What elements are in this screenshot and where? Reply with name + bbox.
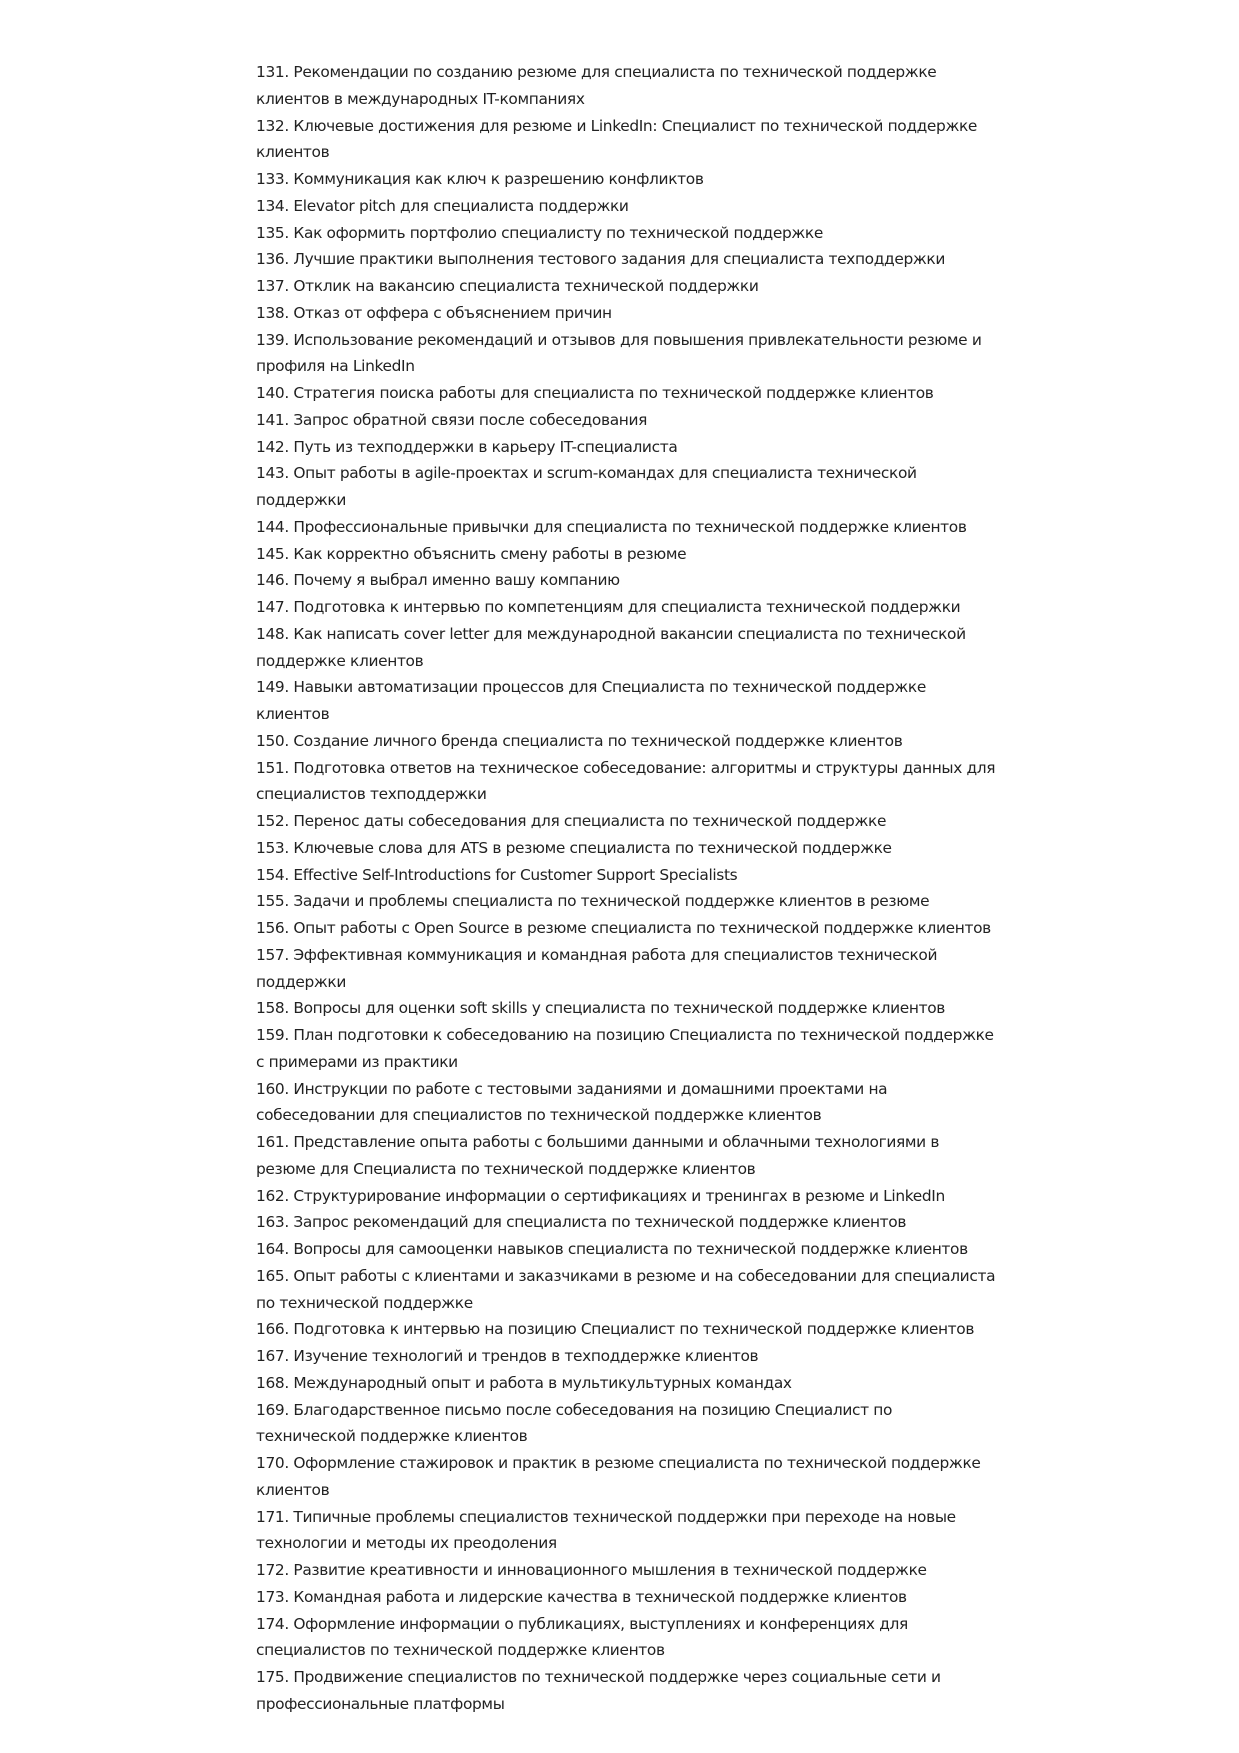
list-item: 152. Перенос даты собеседования для специалиста по технической поддержке [256,812,887,830]
list-item: 175. Продвижение специалистов по технической поддержке через социальные сети и профессиональные платформы [256,1668,941,1713]
list-item: 133. Коммуникация как ключ к разрешению конфликтов [256,170,704,188]
list-item: 131. Рекомендации по созданию резюме для специалиста по технической поддержке клиентов в международных IT-компаниях [256,63,937,108]
list-item: 146. Почему я выбрал именно вашу компанию [256,571,620,590]
list-item: 147. Подготовка к интервью по компетенциям для специалиста технической поддержки [256,598,961,616]
list-item: 151. Подготовка ответов на техническое собеседование: алгоритмы и структуры данных для специалистов техподдержки [256,758,996,804]
list-item: 150. Создание личного бренда специалиста по технической поддержке клиентов [256,731,903,750]
list-item: 160. Инструкции по работе с тестовыми заданиями и домашними проектами на собеседовании для специалистов по технической поддержке клиентов [256,1079,888,1125]
list-item: 174. Оформление информации о публикациях, выступлениях и конференциях для специалистов по технической поддержке клиентов [256,1614,908,1660]
list-item: 170. Оформление стажировок и практик в резюме специалиста по технической поддержке клиентов [256,1454,981,1499]
list-item: 172. Развитие креативности и инновационного мышления в технической поддержке [256,1561,927,1579]
list-item: 153. Ключевые слова для ATS в резюме специалиста по технической поддержке [256,838,892,857]
list-item: 158. Вопросы для оценки soft skills у специалиста по технической поддержке клиентов [256,999,946,1018]
list-item: 168. Международный опыт и работа в мультикультурных командах [256,1373,792,1392]
list-item: 140. Стратегия поиска работы для специалиста по технической поддержке клиентов [256,384,934,402]
list-item: 166. Подготовка к интервью на позицию Специалист по технической поддержке клиентов [256,1320,975,1339]
list-item: 165. Опыт работы с клиентами и заказчиками в резюме и на собеседовании для специалиста по технической поддержке [256,1266,996,1312]
list-item: 173. Командная работа и лидерские качества в технической поддержке клиентов [256,1587,907,1606]
list-item: 138. Отказ от оффера с объяснением причин [256,303,612,322]
list-item: 141. Запрос обратной связи после собеседования [256,410,648,429]
list-item: 149. Навыки автоматизации процессов для Специалиста по технической поддержке клиентов [256,678,926,723]
list-item: 134. Elevator pitch для специалиста поддержки [256,196,629,215]
list-item: 164. Вопросы для самооценки навыков специалиста по технической поддержке клиентов [256,1240,968,1258]
list-item: 163. Запрос рекомендаций для специалиста по технической поддержке клиентов [256,1213,907,1232]
list-item: 148. Как написать cover letter для международной вакансии специалиста по технической поддержке клиентов [256,624,966,670]
list-item: 161. Представление опыта работы с большими данными и облачными технологиями в резюме для Специалиста по технической поддержке клиентов [256,1133,940,1178]
list-item: 169. Благодарственное письмо после собеседования на позицию Специалист по технической поддержке клиентов [256,1400,893,1446]
list-item: 167. Изучение технологий и трендов в техподдержке клиентов [256,1347,759,1365]
list-item: 154. Effective Self-Introductions for Customer Support Specialists [256,865,738,884]
list-item: 135. Как оформить портфолио специалисту по технической поддержке [256,223,823,242]
list-item: 145. Как корректно объяснить смену работы в резюме [256,544,687,563]
list-item: 143. Опыт работы в agile-проектах и scrum-командах для специалиста технической поддержки [256,464,917,509]
list-item: 171. Типичные проблемы специалистов технической поддержки при переходе на новые технологии и методы их преодоления [256,1507,956,1553]
list-item: 136. Лучшие практики выполнения тестового задания для специалиста техподдержки [256,250,945,269]
list-item: 132. Ключевые достижения для резюме и LinkedIn: Специалист по технической поддержке клиентов [256,116,978,162]
list-item: 162. Структурирование информации о сертификациях и тренингах в резюме и LinkedIn [256,1186,945,1205]
document-page [256,59,996,1718]
list-item: 137. Отклик на вакансию специалиста технической поддержки [256,277,759,295]
list-item: 159. План подготовки к собеседованию на позицию Специалиста по технической поддержке с примерами из практики [256,1026,994,1071]
list-item: 139. Использование рекомендаций и отзывов для повышения привлекательности резюме и профиля на LinkedIn [256,330,982,376]
list-item: 156. Опыт работы с Open Source в резюме специалиста по технической поддержке клиентов [256,919,991,937]
list-item: 157. Эффективная коммуникация и командная работа для специалистов технической поддержки [256,945,938,991]
list-item: 142. Путь из техподдержки в карьеру IT-специалиста [256,437,678,456]
list-item: 144. Профессиональные привычки для специалиста по технической поддержке клиентов [256,517,967,536]
list-item: 155. Задачи и проблемы специалиста по технической поддержке клиентов в резюме [256,892,930,911]
